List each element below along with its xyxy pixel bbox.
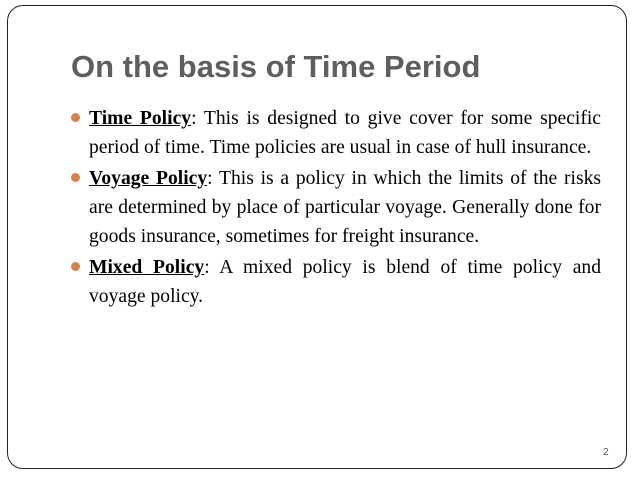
bullet-item-mixed-policy <box>71 253 601 311</box>
bullet-list <box>71 104 601 313</box>
bullet-dot-icon <box>71 262 80 271</box>
bullet-separator: : <box>204 257 210 278</box>
bullet-dot-icon <box>71 173 80 182</box>
slide-title: On the basis of Time Period <box>71 49 481 84</box>
bullet-term: Voyage Policy <box>89 168 208 189</box>
bullet-item-voyage-policy <box>71 164 601 251</box>
bullet-term: Mixed Policy <box>89 257 205 278</box>
bullet-text: A mixed policy is blend of time policy and voyage policy. <box>89 257 601 307</box>
bullet-term: Time Policy <box>89 108 192 129</box>
bullet-item-time-policy <box>71 104 601 162</box>
slide-number: 2 <box>603 447 609 458</box>
bullet-text: This is designed to give cover for some specific period of time. Time policies are usual in case of hull insurance. <box>89 108 601 158</box>
bullet-separator: : <box>207 168 213 189</box>
bullet-text: This is a policy in which the limits of the risks are determined by place of particular voyage. Generally done for goods insurance, sometimes for freight insurance. <box>89 168 601 247</box>
bullet-dot-icon <box>71 113 80 122</box>
bullet-separator: : <box>191 108 197 129</box>
